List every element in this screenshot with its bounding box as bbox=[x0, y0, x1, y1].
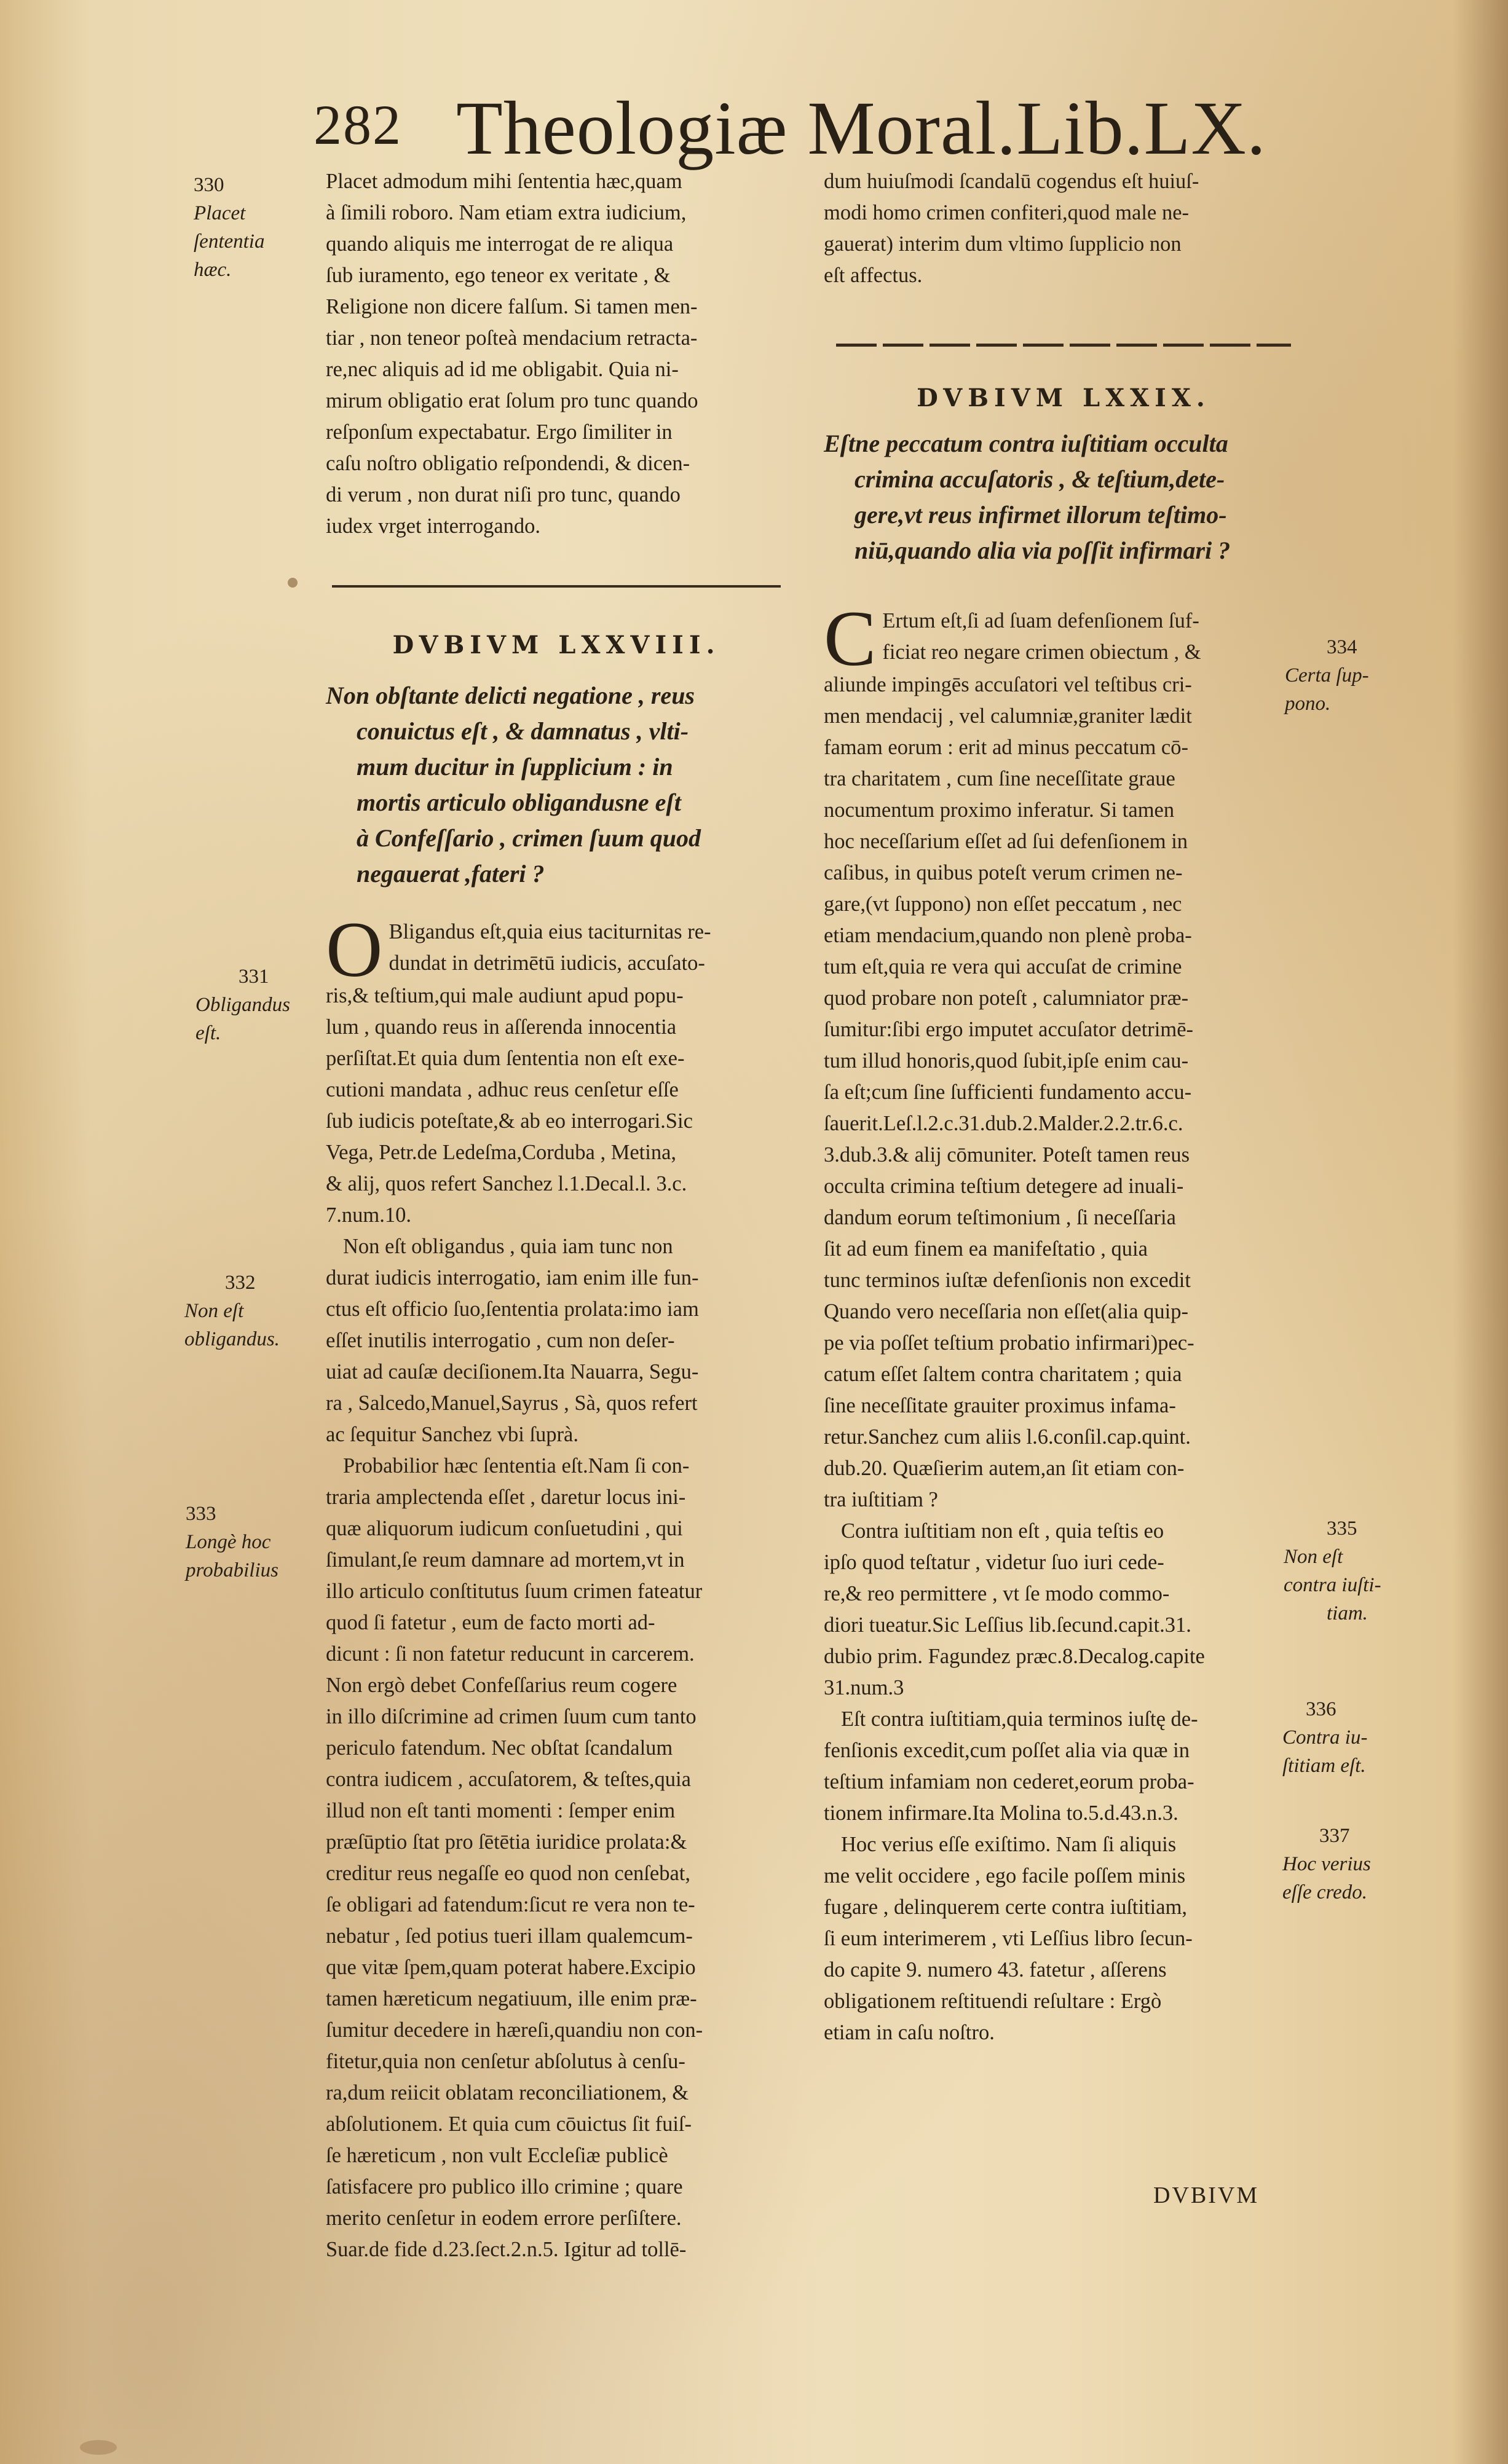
text-line: ſe hæreticum , non vult Eccleſiæ publicè bbox=[326, 2144, 668, 2167]
text-line: Bligandus eſt,quia eius taciturnitas re- bbox=[389, 920, 711, 943]
text-line: ficiat reo negare crimen obiectum , & bbox=[882, 640, 1201, 664]
text-line: dum huiuſmodi ſcandalū cogendus eſt huiuſ- bbox=[824, 170, 1199, 193]
text-line: illud non eſt tanti momenti : ſemper enim bbox=[326, 1799, 676, 1822]
text-line: ra , Salcedo,Manuel,Sayrus , Sà, quos refert bbox=[326, 1391, 698, 1415]
text-line: quod ſi fatetur , eum de facto morti ad- bbox=[326, 1611, 655, 1634]
text-line: tum illud honoris,quod ſubit,ipſe enim cau- bbox=[824, 1049, 1189, 1073]
text-line: me velit occidere , ego facile poſſem minis bbox=[824, 1864, 1186, 1887]
margin-note-337 bbox=[1282, 1822, 1371, 1907]
text-line: durat iudicis interrogatio, iam enim ille fun- bbox=[326, 1266, 699, 1289]
text-line: etiam in caſu noſtro. bbox=[824, 2021, 995, 2044]
text-line: Vega, Petr.de Ledeſma,Corduba , Metina, bbox=[326, 1141, 677, 1164]
text-line: catum eſſet ſaltem contra charitatem ; quia bbox=[824, 1363, 1182, 1386]
text-line: quod probare non poteſt , calumniator præ- bbox=[824, 986, 1189, 1010]
text-line: creditur reus negaſſe eo quod non cenſebat, bbox=[326, 1862, 690, 1885]
text-line: mirum obligatio erat ſolum pro tunc quando bbox=[326, 389, 698, 412]
text-line: dundat in detrimētū iudicis, accuſato- bbox=[389, 951, 705, 975]
text-line: quæ aliquorum iudicum conſuetudini , qui bbox=[326, 1517, 683, 1540]
text-line: Non ergò debet Confeſſarius reum cogere bbox=[326, 1674, 677, 1697]
paragraph-332 bbox=[326, 1231, 787, 1450]
text-line: eſt affectus. bbox=[824, 264, 923, 287]
page-number: 282 bbox=[314, 93, 402, 156]
text-line: Eſt contra iuſtitiam,quia terminos iuſtę de- bbox=[841, 1707, 1198, 1731]
text-line: cutioni mandata , adhuc reus cenſetur eſſe bbox=[326, 1078, 679, 1101]
text-line: etiam mendacium,quando non plenè proba- bbox=[824, 924, 1192, 947]
text-line: aliunde impingēs accuſatori vel teſtibus cri- bbox=[824, 673, 1192, 696]
text-line: teſtium infamiam non cederet,eorum proba- bbox=[824, 1770, 1194, 1793]
section-divider bbox=[332, 585, 781, 588]
margin-number: 335 bbox=[1327, 1517, 1357, 1540]
text-line: tionem infirmare.Ita Molina to.5.d.43.n.3. bbox=[824, 1801, 1178, 1825]
left-column bbox=[326, 166, 787, 2265]
text-line: ipſo quod teſtatur , videtur ſuo iuri cede- bbox=[824, 1551, 1164, 1574]
text-line: præſūptio ſtat pro ſētētia iuridice prolata:& bbox=[326, 1830, 687, 1854]
text-line: eſſet inutilis interrogatio , cum non deſer- bbox=[326, 1329, 675, 1352]
text-line: ra,dum reiicit oblatam reconciliationem, & bbox=[326, 2081, 689, 2104]
text-line: gare,(vt ſuppono) non eſſet peccatum , nec bbox=[824, 892, 1182, 916]
paragraph-continued bbox=[824, 166, 1303, 291]
text-line: fugare , delinquerem certe contra iuſtitiam, bbox=[824, 1895, 1188, 1919]
paragraph-336 bbox=[824, 1704, 1266, 1829]
margin-line: tiam. bbox=[1327, 1602, 1368, 1624]
text-line: men mendacij , vel calumniæ,graniter lædit bbox=[824, 704, 1192, 728]
text-line: reſponſum expectabatur. Ergo ſimiliter in bbox=[326, 420, 673, 444]
text-line: illo articulo conſtitutus ſuum crimen fateatur bbox=[326, 1580, 703, 1603]
running-title: Theologiæ Moral.Lib.LX. bbox=[456, 86, 1266, 170]
text-line: uiat ad cauſæ deciſionem.Ita Nauarra, Segu- bbox=[326, 1360, 699, 1384]
text-line: merito cenſetur in eodem errore perſiſtere. bbox=[326, 2206, 682, 2230]
margin-line: Non eſt bbox=[184, 1300, 244, 1322]
margin-line: ſententia bbox=[194, 230, 265, 253]
margin-note-334 bbox=[1285, 633, 1369, 718]
text-line: ſumitur:ſibi ergo imputet accuſator detrimē- bbox=[824, 1018, 1194, 1041]
text-line: ſatisfacere pro publico illo crimine ; quare bbox=[326, 2175, 683, 2198]
margin-number: 334 bbox=[1327, 636, 1357, 658]
text-line: Non eſt obligandus , quia iam tunc non bbox=[343, 1235, 673, 1258]
text-line: & alij, quos refert Sanchez l.1.Decal.l. 3.c. bbox=[326, 1172, 687, 1195]
margin-number: 337 bbox=[1319, 1825, 1350, 1847]
question-line: niū,quando alia via poſſit infirmari ? bbox=[855, 537, 1231, 564]
text-line: Ertum eſt,ſi ad ſuam defenſionem ſuf- bbox=[882, 609, 1199, 632]
text-line: tum eſt,quia re vera qui accuſat de crimine bbox=[824, 955, 1182, 978]
text-line: quando aliquis me interrogat de re aliqua bbox=[326, 232, 674, 256]
question-line: mum ducitur in ſupplicium : in bbox=[357, 753, 673, 781]
text-line: Suar.de fide d.23.ſect.2.n.5. Igitur ad tollē- bbox=[326, 2238, 687, 2261]
section-divider bbox=[836, 344, 1291, 347]
dubium-heading-79: DVBIVM LXXIX. bbox=[917, 384, 1210, 412]
text-line: iudex vrget interrogando. bbox=[326, 514, 541, 538]
text-line: ſub iudicis poteſtate,& ab eo interrogari.Sic bbox=[326, 1109, 693, 1133]
margin-number: 330 bbox=[194, 174, 224, 196]
text-line: ſimulant,ſe reum damnare ad mortem,vt in bbox=[326, 1548, 685, 1572]
paragraph-331 bbox=[326, 906, 787, 1231]
text-line: fitetur,quia non cenſetur abſolutus à cenſu- bbox=[326, 2050, 685, 2073]
text-line: Placet admodum mihi ſententia hæc,quam bbox=[326, 170, 682, 193]
margin-line: obligandus. bbox=[184, 1328, 280, 1350]
text-line: perſiſtat.Et quia dum ſententia non eſt exe- bbox=[326, 1047, 685, 1070]
question-78 bbox=[326, 678, 787, 892]
text-line: nebatur , ſed potius tueri illam qualemcum- bbox=[326, 1924, 693, 1948]
margin-line: Longè hoc bbox=[186, 1531, 271, 1553]
text-line: periculo fatendum. Nec obſtat ſcandalum bbox=[326, 1736, 673, 1760]
text-line: di verum , non durat niſi pro tunc, quando bbox=[326, 483, 681, 506]
margin-line: Hoc verius bbox=[1282, 1853, 1371, 1875]
text-line: caſibus, in quibus poteſt verum crimen ne- bbox=[824, 861, 1183, 884]
margin-note-331 bbox=[195, 962, 290, 1047]
drop-cap-O: O bbox=[326, 906, 383, 993]
text-line: traria amplectenda eſſet , daretur locus ini- bbox=[326, 1486, 686, 1509]
question-line: Non obſtante delicti negatione , reus bbox=[326, 682, 695, 709]
paragraph-334 bbox=[824, 595, 1266, 1516]
text-line: obligationem reſtituendi reſultare : Ergò bbox=[824, 1990, 1162, 2013]
text-line: 7.num.10. bbox=[326, 1203, 411, 1227]
text-line: tra charitatem , cum ſine neceſſitate graue bbox=[824, 767, 1175, 790]
question-line: à Confeſſario , crimen ſuum quod bbox=[357, 824, 701, 852]
margin-line: eſſe credo. bbox=[1282, 1881, 1368, 1903]
text-line: occulta crimina teſtium detegere ad inuali- bbox=[824, 1175, 1184, 1198]
text-line: caſu noſtro obligatio reſpondendi, & dicen- bbox=[326, 452, 690, 475]
catchword: DVBIVM bbox=[1153, 2183, 1260, 2208]
text-line: famam eorum : erit ad minus peccatum cō- bbox=[824, 736, 1188, 759]
margin-number: 331 bbox=[239, 966, 269, 988]
text-line: ſit ad eum finem ea manifeſtatio , quia bbox=[824, 1237, 1148, 1261]
dubium-heading-78: DVBIVM LXXVIII. bbox=[392, 631, 720, 659]
text-line: Probabilior hæc ſententia eſt.Nam ſi con- bbox=[343, 1454, 690, 1478]
ink-smudge bbox=[80, 2440, 117, 2455]
text-line: ſi eum interimerem , vti Leſſius libro ſecun- bbox=[824, 1927, 1193, 1950]
margin-line: contra iuſti- bbox=[1284, 1574, 1381, 1596]
margin-line: Non eſt bbox=[1284, 1546, 1343, 1568]
text-line: ris,& teſtium,qui male audiunt apud popu- bbox=[326, 984, 684, 1007]
margin-line: Contra iu- bbox=[1282, 1726, 1368, 1749]
text-line: dicunt : ſi non fatetur reducunt in carcerem. bbox=[326, 1642, 695, 1666]
margin-line: Placet bbox=[194, 202, 246, 224]
text-line: à ſimili roboro. Nam etiam extra iudicium, bbox=[326, 201, 687, 224]
text-line: nocumentum proximo inferatur. Si tamen bbox=[824, 798, 1175, 822]
text-line: hoc neceſſarium eſſet ad ſui defenſionem in bbox=[824, 830, 1188, 853]
margin-note-330 bbox=[194, 171, 264, 284]
text-line: abſolutionem. Et quia cum cōuictus ſit fuiſ- bbox=[326, 2112, 692, 2136]
text-line: 3.dub.3.& alij cōmuniter. Poteſt tamen reus bbox=[824, 1143, 1190, 1167]
text-line: modi homo crimen confiteri,quod male ne- bbox=[824, 201, 1189, 224]
text-line: ſub iuramento, ego teneor ex veritate , & bbox=[326, 264, 671, 287]
text-line: dandum eorum teſtimonium , ſi neceſſaria bbox=[824, 1206, 1176, 1229]
text-line: lum , quando reus in aſſerenda innocentia bbox=[326, 1015, 677, 1039]
question-line: Eſtne peccatum contra iuſtitiam occulta bbox=[824, 430, 1228, 457]
paragraph-335 bbox=[824, 1516, 1266, 1704]
question-79 bbox=[824, 426, 1303, 569]
question-line: gere,vt reus infirmet illorum teſtimo- bbox=[855, 501, 1227, 529]
text-line: ac ſequitur Sanchez vbi ſuprà. bbox=[326, 1423, 578, 1446]
text-line: re,& reo permittere , vt ſe modo commo- bbox=[824, 1582, 1170, 1605]
text-line: ſumitur decedere in hæreſi,quandiu non con- bbox=[326, 2018, 703, 2042]
margin-line: ſtitiam eſt. bbox=[1282, 1755, 1366, 1777]
question-line: negauerat ,fateri ? bbox=[357, 860, 545, 888]
margin-line: pono. bbox=[1285, 693, 1331, 715]
margin-line: probabilius bbox=[186, 1559, 278, 1581]
text-line: tiar , non teneor poſteà mendacium retracta- bbox=[326, 326, 698, 350]
text-line: retur.Sanchez cum aliis l.6.conſil.cap.quint. bbox=[824, 1425, 1191, 1449]
margin-line: Certa ſup- bbox=[1285, 664, 1369, 687]
text-line: 31.num.3 bbox=[824, 1676, 904, 1699]
text-line: diori tueatur.Sic Leſſius lib.ſecund.capit.31. bbox=[824, 1613, 1191, 1637]
margin-number: 333 bbox=[186, 1503, 216, 1525]
text-line: in illo diſcrimine ad crimen ſuum cum tanto bbox=[326, 1705, 697, 1728]
text-line: Contra iuſtitiam non eſt , quia teſtis eo bbox=[841, 1519, 1164, 1543]
text-line: gauerat) interim dum vltimo ſupplicio non bbox=[824, 232, 1182, 256]
paragraph-333 bbox=[326, 1450, 787, 2265]
margin-number: 332 bbox=[225, 1272, 256, 1294]
text-line: contra iudicem , accuſatorem, & teſtes,quia bbox=[326, 1768, 691, 1791]
margin-line: eſt. bbox=[195, 1022, 221, 1044]
text-line: re,nec aliquis ad id me obligabit. Quia ni- bbox=[326, 358, 679, 381]
text-line: ſa eſt;cum ſine ſufficienti fundamento accu- bbox=[824, 1080, 1192, 1104]
text-line: do capite 9. numero 43. fatetur , aſſerens bbox=[824, 1958, 1167, 1982]
text-line: ſe obligari ad fatendum:ſicut re vera non te- bbox=[326, 1893, 695, 1916]
text-line: ctus eſt officio ſuo,ſententia prolata:imo iam bbox=[326, 1297, 699, 1321]
margin-note-335 bbox=[1284, 1514, 1381, 1628]
paragraph-337 bbox=[824, 1829, 1266, 2049]
text-line: Quando vero neceſſaria non eſſet(alia quip- bbox=[824, 1300, 1188, 1323]
text-line: Religione non dicere falſum. Si tamen men- bbox=[326, 295, 698, 318]
paragraph-330 bbox=[326, 166, 787, 542]
question-line: mortis articulo obligandusne eſt bbox=[357, 789, 681, 816]
margin-note-332 bbox=[184, 1269, 280, 1353]
text-line: ſine neceſſitate grauiter proximus infama- bbox=[824, 1394, 1176, 1417]
margin-note-336 bbox=[1282, 1695, 1367, 1780]
text-line: ſauerit.Leſ.l.2.c.31.dub.2.Malder.2.2.tr.6.c. bbox=[824, 1112, 1183, 1135]
question-line: crimina accuſatoris , & teſtium,dete- bbox=[855, 465, 1225, 493]
margin-note-333 bbox=[186, 1500, 278, 1584]
text-line: tamen hæreticum negatiuum, ille enim præ- bbox=[326, 1987, 697, 2010]
text-line: pe via poſſet teſtium probatio infirmari)pec- bbox=[824, 1331, 1194, 1355]
text-line: dub.20. Quæſierim autem,an ſit etiam con- bbox=[824, 1457, 1185, 1480]
text-line: fenſionis excedit,cum poſſet alia via quæ in bbox=[824, 1739, 1190, 1762]
right-column bbox=[824, 166, 1303, 2049]
text-line: tra iuſtitiam ? bbox=[824, 1488, 938, 1511]
spine-shadow bbox=[1453, 0, 1508, 2464]
text-line: tunc terminos iuſtæ defenſionis non excedit bbox=[824, 1269, 1191, 1292]
text-line: que vitæ ſpem,quam poterat habere.Excipio bbox=[326, 1956, 696, 1979]
page-header bbox=[314, 80, 1328, 172]
margin-number: 336 bbox=[1306, 1698, 1336, 1720]
ink-smudge bbox=[288, 578, 298, 588]
margin-line: hæc. bbox=[194, 259, 232, 281]
text-line: dubio prim. Fagundez præc.8.Decalog.capite bbox=[824, 1645, 1205, 1668]
question-line: conuictus eſt , & damnatus , vlti- bbox=[357, 717, 689, 745]
text-line: Hoc verius eſſe exiſtimo. Nam ſi aliquis bbox=[841, 1833, 1177, 1856]
margin-line: Obligandus bbox=[195, 994, 291, 1016]
drop-cap-C: C bbox=[824, 595, 877, 682]
